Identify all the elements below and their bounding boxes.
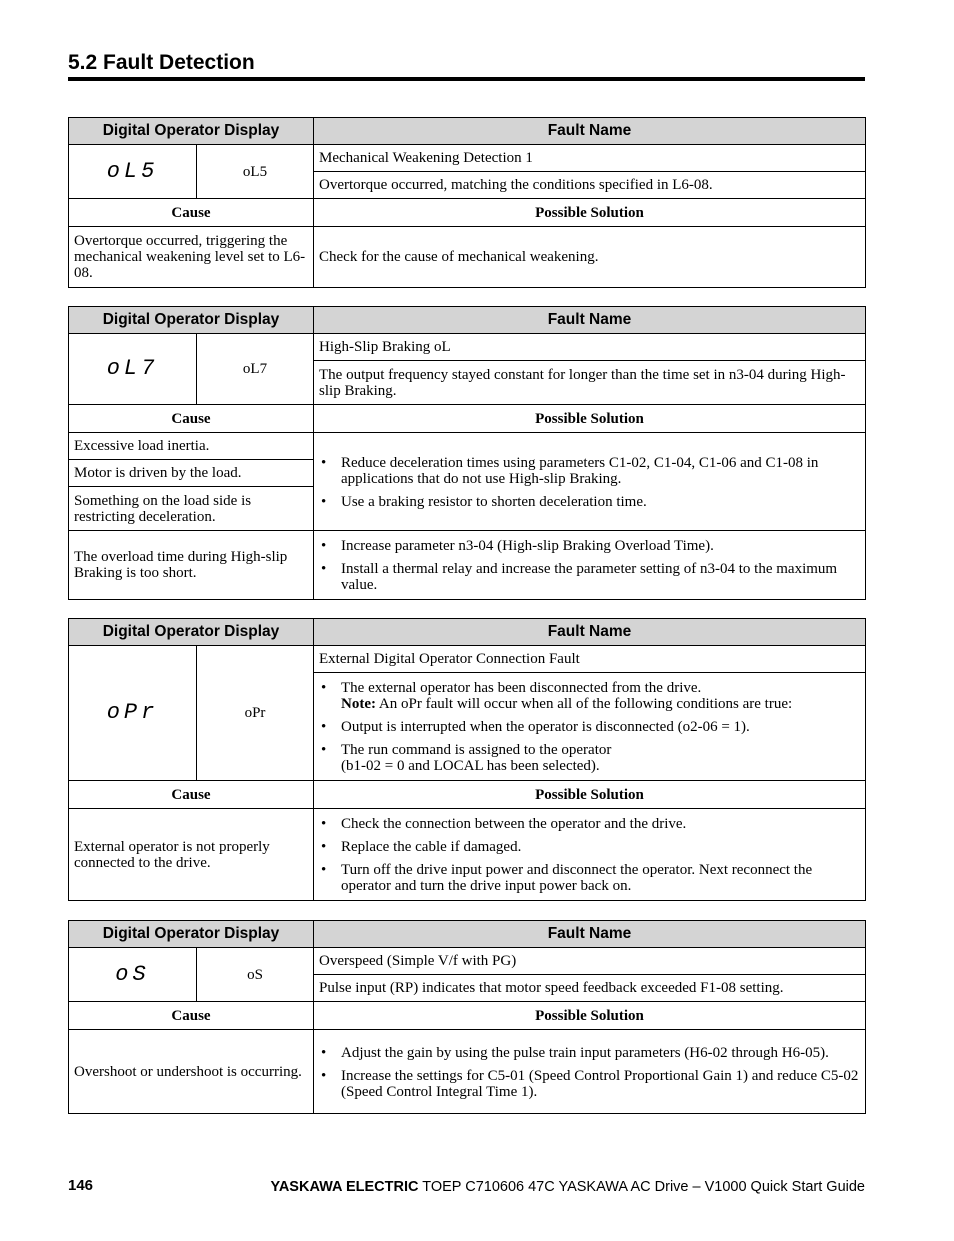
operator-display-glyph: oPr <box>69 646 197 781</box>
solution-cell <box>314 1030 866 1114</box>
footer-brand: YASKAWA ELECTRIC <box>270 1179 419 1195</box>
solution-bullet: • Replace the cable if damaged. <box>319 839 860 855</box>
cause-cell: Motor is driven by the load. <box>69 460 314 487</box>
solution-bullet: • Check the connection between the operator and the drive. <box>319 816 860 832</box>
solution-cell <box>314 809 866 901</box>
solution-bullet: • Turn off the drive input power and disconnect the operator. Next reconnect the operator and turn the drive input power back on. <box>319 862 860 894</box>
cause-header: Cause <box>69 781 314 809</box>
cause-cell: Excessive load inertia. <box>69 433 314 460</box>
cause-cell: Overshoot or undershoot is occurring. <box>69 1030 314 1114</box>
solution-bullet: • Use a braking resistor to shorten deceleration time. <box>319 494 860 510</box>
note-text: An oPr fault will occur when all of the following conditions are true: <box>376 696 793 712</box>
description-text: The run command is assigned to the operator <box>341 742 612 758</box>
fault-code: oL5 <box>197 145 314 199</box>
operator-display-glyph: oL7 <box>69 334 197 405</box>
fault-name-header: Fault Name <box>314 307 866 334</box>
description-bullet: • Output is interrupted when the operator is disconnected (o2-06 = 1). <box>319 719 860 735</box>
fault-name: External Digital Operator Connection Fault <box>314 646 866 673</box>
fault-name: Overspeed (Simple V/f with PG) <box>314 948 866 975</box>
display-header: Digital Operator Display <box>69 619 314 646</box>
operator-display-glyph: oL5 <box>69 145 197 199</box>
description-bullet <box>319 742 860 774</box>
display-header: Digital Operator Display <box>69 921 314 948</box>
cause-cell: The overload time during High-slip Braking is too short. <box>69 531 314 600</box>
solution-bullet: • Adjust the gain by using the pulse train input parameters (H6-02 through H6-05). <box>319 1045 860 1061</box>
solution-cell <box>314 531 866 600</box>
solution-cell: Check for the cause of mechanical weakening. <box>314 227 866 288</box>
fault-description: Overtorque occurred, matching the conditions specified in L6-08. <box>314 172 866 199</box>
description-bullet <box>319 680 860 712</box>
footer-doc: TOEP C710606 47C YASKAWA AC Drive – V1000 Quick Start Guide <box>418 1179 865 1195</box>
cause-header: Cause <box>69 199 314 227</box>
fault-table-os <box>68 920 866 1114</box>
footer-doc-title <box>271 1179 866 1195</box>
solution-bullet: • Increase the settings for C5-01 (Speed Control Proportional Gain 1) and reduce C5-02 (Speed Control Integral Time 1). <box>319 1068 860 1100</box>
fault-name-header: Fault Name <box>314 619 866 646</box>
fault-table-opr <box>68 618 866 901</box>
display-header: Digital Operator Display <box>69 307 314 334</box>
fault-table-ol5 <box>68 117 866 288</box>
solution-header: Possible Solution <box>314 1002 866 1030</box>
note-label: Note: <box>341 696 376 712</box>
title-rule <box>68 77 865 81</box>
fault-name-header: Fault Name <box>314 921 866 948</box>
fault-table-ol7 <box>68 306 866 600</box>
fault-code: oPr <box>197 646 314 781</box>
fault-code: oS <box>197 948 314 1002</box>
display-header: Digital Operator Display <box>69 118 314 145</box>
description-text: (b1-02 = 0 and LOCAL has been selected). <box>341 758 600 774</box>
operator-display-glyph: oS <box>69 948 197 1002</box>
fault-description: Pulse input (RP) indicates that motor speed feedback exceeded F1-08 setting. <box>314 975 866 1002</box>
fault-description <box>314 673 866 781</box>
fault-name: Mechanical Weakening Detection 1 <box>314 145 866 172</box>
solution-header: Possible Solution <box>314 405 866 433</box>
description-text: The external operator has been disconnected from the drive. <box>341 680 702 696</box>
fault-code: oL7 <box>197 334 314 405</box>
fault-name: High-Slip Braking oL <box>314 334 866 361</box>
solution-bullet: • Increase parameter n3-04 (High-slip Braking Overload Time). <box>319 538 860 554</box>
solution-bullet: • Install a thermal relay and increase the parameter setting of n3-04 to the maximum value. <box>319 561 860 593</box>
solution-header: Possible Solution <box>314 781 866 809</box>
fault-name-header: Fault Name <box>314 118 866 145</box>
solution-cell <box>314 433 866 531</box>
cause-cell: Something on the load side is restricting deceleration. <box>69 487 314 531</box>
cause-cell: External operator is not properly connected to the drive. <box>69 809 314 901</box>
cause-header: Cause <box>69 1002 314 1030</box>
cause-header: Cause <box>69 405 314 433</box>
solution-header: Possible Solution <box>314 199 866 227</box>
cause-cell: Overtorque occurred, triggering the mechanical weakening level set to L6-08. <box>69 227 314 288</box>
page-number: 146 <box>68 1177 94 1194</box>
section-title: 5.2 Fault Detection <box>68 51 255 74</box>
fault-description: The output frequency stayed constant for longer than the time set in n3-04 during High-slip Braking. <box>314 361 866 405</box>
solution-bullet: • Reduce deceleration times using parameters C1-02, C1-04, C1-06 and C1-08 in applications that do not use High-slip Braking. <box>319 455 860 487</box>
